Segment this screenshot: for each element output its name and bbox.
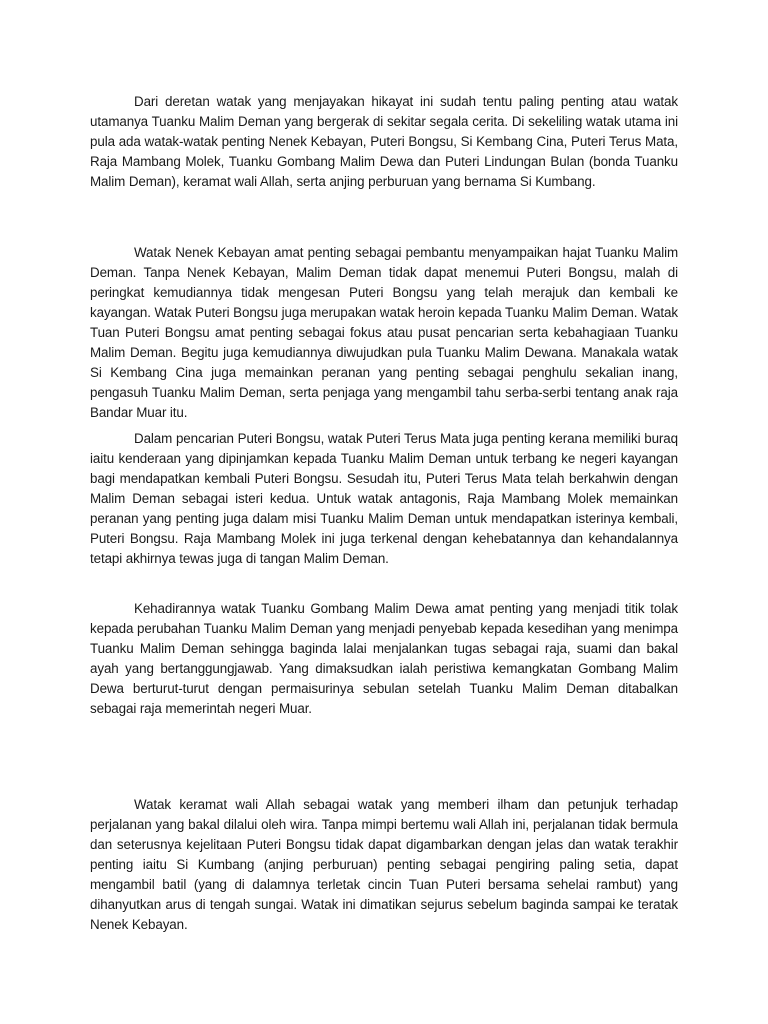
paragraph-3: Dalam pencarian Puteri Bongsu, watak Puteri Terus Mata juga penting kerana memiliki buraq iaitu kenderaan yang dipinjamkan kepada Tuanku Malim Deman untuk terbang ke negeri kayangan bagi mendapatkan kembali Puteri Bongsu. Sesudah itu, Puteri Terus Mata telah berkahwin dengan Malim Deman sebagai isteri kedua. Untuk watak antagonis, Raja Mambang Molek memainkan peranan yang penting juga dalam misi Tuanku Malim Deman untuk mendapatkan isterinya kembali, Puteri Bongsu. Raja Mambang Molek ini juga terkenal dengan kehebatannya dan kehandalannya tetapi akhirnya tewas juga di tangan Malim Deman.	[90, 431, 678, 566]
paragraph-1: Dari deretan watak yang menjayakan hikayat ini sudah tentu paling penting atau watak utamanya Tuanku Malim Deman yang bergerak di sekitar segala cerita. Di sekeliling watak utama ini pula ada watak-watak penting Nenek Kebayan, Puteri Bongsu, Si Kembang Cina, Puteri Terus Mata, Raja Mambang Molek, Tuanku Gombang Malim Dewa dan Puteri Lindungan Bulan (bonda Tuanku Malim Deman), keramat wali Allah, serta anjing perburuan yang bernama Si Kumbang.	[90, 94, 678, 189]
paragraph-5: Watak keramat wali Allah sebagai watak yang memberi ilham dan petunjuk terhadap perjalanan yang bakal dilalui oleh wira. Tanpa mimpi bertemu wali Allah ini, perjalanan tidak bermula dan seterusnya kejelitaan Puteri Bongsu tidak dapat digambarkan dengan jelas dan watak terakhir penting iaitu Si Kumbang (anjing perburuan) penting sebagai pengiring paling setia, dapat mengambil batil (yang di dalamnya terletak cincin Tuan Puteri bersama sehelai rambut) yang dihanyutkan arus di tengah sungai. Watak ini dimatikan sejurus sebelum baginda sampai ke teratak Nenek Kebayan.	[90, 797, 678, 932]
paragraph-4: Kehadirannya watak Tuanku Gombang Malim Dewa amat penting yang menjadi titik tolak kepada perubahan Tuanku Malim Deman yang menjadi penyebab kepada kesedihan yang menimpa Tuanku Malim Deman sehingga baginda lalai menjalankan tugas sebagai raja, suami dan bakal ayah yang bertanggungjawab. Yang dimaksudkan ialah peristiwa kemangkatan Gombang Malim Dewa berturut-turut dengan permaisurinya sebulan setelah Tuanku Malim Deman ditabalkan sebagai raja memerintah negeri Muar.	[90, 601, 678, 716]
paragraph-2: Watak Nenek Kebayan amat penting sebagai pembantu menyampaikan hajat Tuanku Malim Deman. Tanpa Nenek Kebayan, Malim Deman tidak dapat menemui Puteri Bongsu, malah di peringkat kemudiannya tidak mengesan Puteri Bongsu yang telah merajuk dan kembali ke kayangan. Watak Puteri Bongsu juga merupakan watak heroin kepada Tuanku Malim Deman. Watak Tuan Puteri Bongsu amat penting sebagai fokus atau pusat pencarian serta kebahagiaan Tuanku Malim Deman. Begitu juga kemudiannya diwujudkan pula Tuanku Malim Dewana. Manakala watak Si Kembang Cina juga memainkan peranan yang penting sebagai penghulu sekalian inang, pengasuh Tuanku Malim Deman, serta penjaga yang mengambil tahu serba-serbi tentang anak raja Bandar Muar itu.	[90, 245, 678, 420]
